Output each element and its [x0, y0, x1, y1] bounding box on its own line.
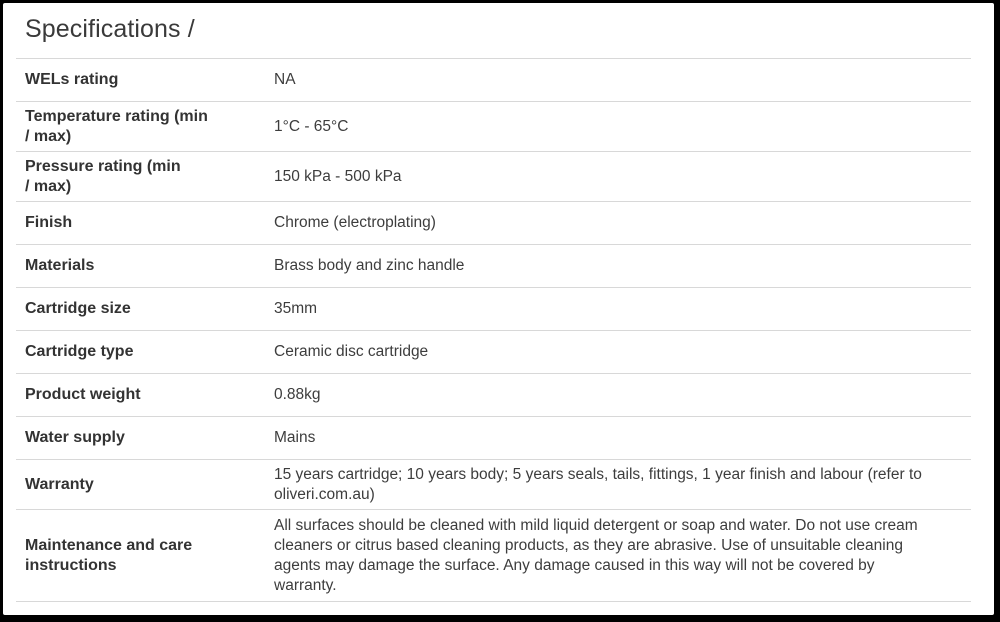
- spec-row-water-supply: [16, 417, 971, 460]
- spec-label: WELs rating: [25, 71, 119, 88]
- specifications-panel: [3, 3, 994, 615]
- spec-value: 150 kPa - 500 kPa: [274, 167, 402, 185]
- spec-value: 35mm: [274, 300, 318, 317]
- spec-value: Brass body and zinc handle: [274, 257, 465, 274]
- spec-row-finish: [16, 202, 971, 245]
- spec-row-cartridge-type: [16, 331, 971, 374]
- spec-label: Water supply: [25, 429, 125, 446]
- spec-label: Warranty: [25, 475, 94, 493]
- spec-value: Chrome (electroplating): [274, 214, 436, 231]
- spec-value: 15 years cartridge; 10 years body; 5 years seals, tails, fittings, 1 year finish and labour (refer to oliveri.com.au): [274, 465, 922, 503]
- specifications-table: [16, 58, 971, 602]
- spec-row-pressure-rating: [16, 152, 971, 202]
- spec-label: Materials: [25, 257, 95, 274]
- spec-value: All surfaces should be cleaned with mild liquid detergent or soap and water. Do not use cream cleaners or citrus based cleaning products, as they are abrasive. Use of unsuitable cleaning agents may damage the surface. Any damage caused in this way will not be covered by warranty.: [274, 516, 918, 594]
- section-title: Specifications /: [25, 15, 195, 43]
- spec-value: NA: [274, 71, 296, 88]
- spec-value: Ceramic disc cartridge: [274, 343, 429, 360]
- spec-row-warranty: [16, 460, 971, 510]
- spec-label: Temperature rating (min / max): [25, 107, 208, 145]
- spec-label: Pressure rating (min / max): [25, 157, 181, 195]
- spec-label: Product weight: [25, 386, 141, 403]
- spec-row-materials: [16, 245, 971, 288]
- spec-row-wels-rating: [16, 59, 971, 102]
- spec-value: 0.88kg: [274, 386, 321, 403]
- spec-value: Mains: [274, 429, 316, 446]
- spec-label: Cartridge type: [25, 343, 134, 360]
- spec-row-maintenance: [16, 510, 971, 602]
- spec-label: Finish: [25, 214, 73, 231]
- spec-row-product-weight: [16, 374, 971, 417]
- spec-label: Cartridge size: [25, 300, 131, 317]
- spec-value: 1°C - 65°C: [274, 117, 349, 135]
- spec-label: Maintenance and care instructions: [25, 536, 193, 574]
- spec-row-cartridge-size: [16, 288, 971, 331]
- spec-row-temperature-rating: [16, 102, 971, 152]
